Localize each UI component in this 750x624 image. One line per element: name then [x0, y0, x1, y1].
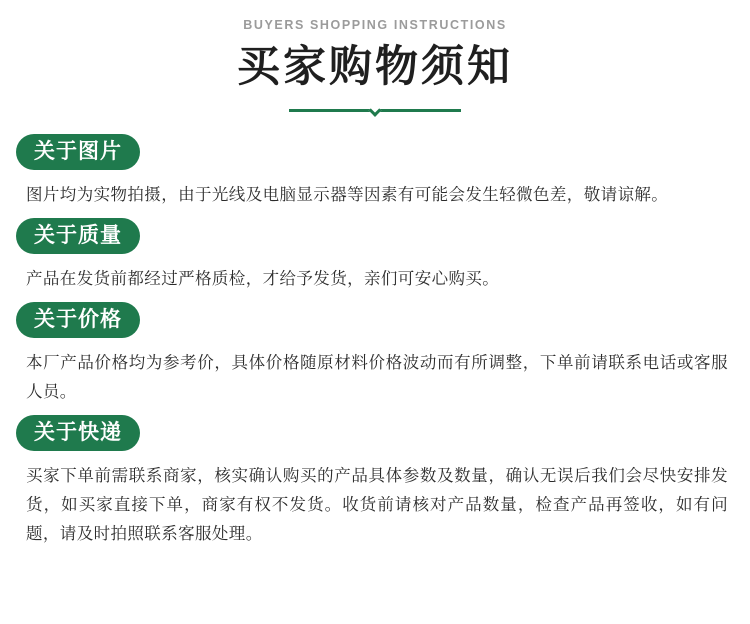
section-tag-pictures: 关于图片 [16, 134, 140, 170]
title-divider [289, 109, 461, 112]
section-text-pictures: 图片均为实物拍摄，由于光线及电脑显示器等因素有可能会发生轻微色差，敬请谅解。 [26, 185, 669, 205]
section-pictures [16, 134, 734, 210]
section-price [16, 302, 734, 407]
section-text-price: 本厂产品价格均为参考价，具体价格随原材料价格波动而有所调整，下单前请联系电话或客服人员。 [26, 353, 728, 401]
section-text-quality: 产品在发货前都经过严格质检，才给予发货，亲们可安心购买。 [26, 269, 500, 289]
eyebrow-text: BUYERS SHOPPING INSTRUCTIONS [243, 18, 507, 32]
section-tag-quality: 关于质量 [16, 218, 140, 254]
section-tag-shipping: 关于快递 [16, 415, 140, 451]
page-header [0, 0, 750, 112]
section-shipping [16, 415, 734, 549]
section-quality [16, 218, 734, 294]
section-tag-price: 关于价格 [16, 302, 140, 338]
page-title: 买家购物须知 [237, 42, 513, 92]
section-text-shipping: 买家下单前需联系商家，核实确认购买的产品具体参数及数量，确认无误后我们会尽快安排发货，如买家直接下单，商家有权不发货。收货前请核对产品数量，检查产品再签收，如有问题，请及时拍照联系客服处理。 [26, 465, 728, 543]
sections-list [0, 134, 750, 548]
